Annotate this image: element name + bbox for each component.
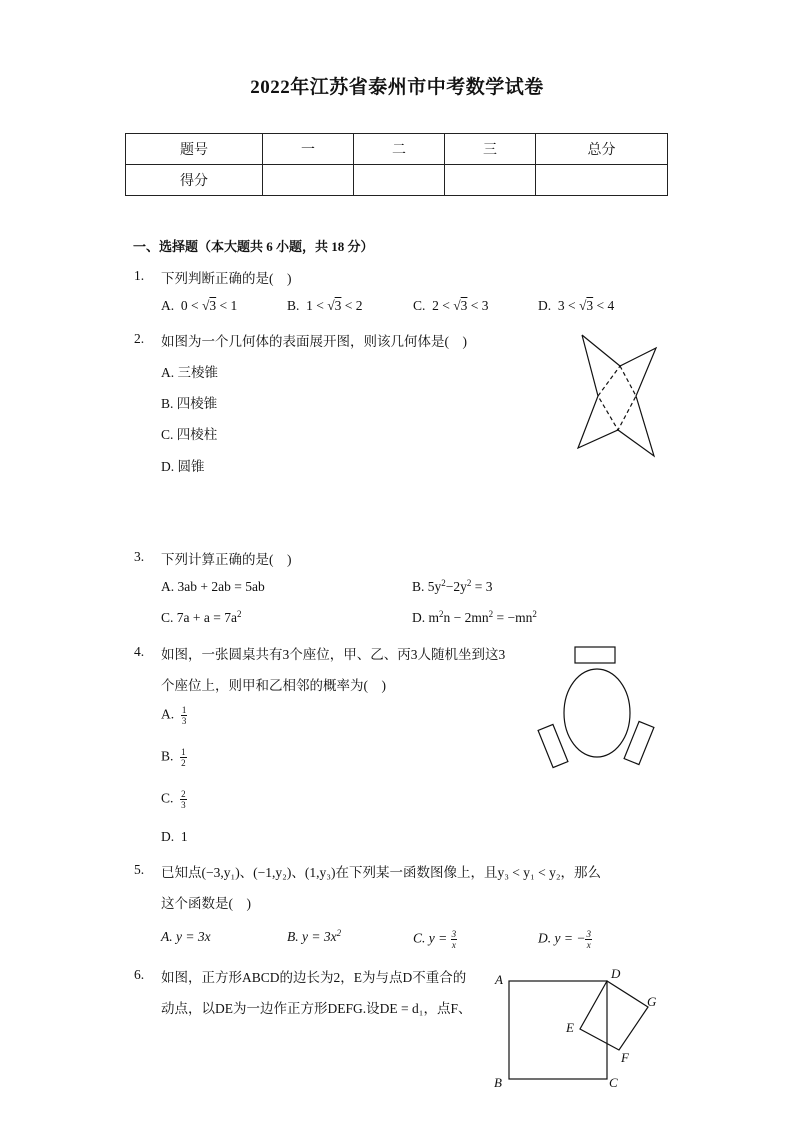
score-cell[interactable]	[536, 165, 668, 196]
numerator: 3	[586, 929, 591, 939]
header-cell: 二	[354, 134, 445, 165]
header-cell: 题号	[126, 134, 263, 165]
score-table-header-row	[126, 134, 668, 165]
label-f: F	[621, 1050, 629, 1065]
option-text: D. m	[412, 610, 439, 625]
q4-stem-line1: 如图，一张圆桌共有3个座位，甲、乙、丙3人随机坐到这3	[161, 647, 506, 662]
exponent: 2	[336, 928, 342, 938]
seat-left	[538, 724, 568, 767]
square-defg	[580, 981, 648, 1050]
option-letter: A.	[161, 298, 175, 313]
radicand: 3	[460, 298, 468, 313]
q1-number: 1.	[134, 268, 145, 283]
option-text: < 3	[467, 298, 489, 313]
score-cell[interactable]	[263, 165, 354, 196]
round-table-figure	[535, 640, 660, 775]
exponent: 2	[488, 609, 494, 619]
header-cell: 总分	[536, 134, 668, 165]
q5-stem-line1: 已知点(−3,y₁)、(−1,y₂)、(1,y₃)在下列某一函数图像上，且y₃ < y₁ < y₂，那么	[161, 865, 602, 880]
q1-option-a[interactable]	[161, 298, 237, 314]
label-c: C	[609, 1075, 618, 1090]
q5-option-d[interactable]	[538, 929, 592, 950]
net-outline	[578, 335, 656, 456]
option-text: < 4	[593, 298, 615, 313]
square-figure	[490, 962, 665, 1092]
radicand: 3	[586, 298, 594, 313]
score-table-score-row	[126, 165, 668, 196]
q1-option-d[interactable]	[538, 298, 614, 314]
numerator: 1	[181, 705, 187, 715]
option-text: = 3	[471, 579, 493, 594]
q3-option-c[interactable]	[161, 610, 241, 626]
label-d: D	[611, 966, 621, 981]
q5-option-c[interactable]	[413, 929, 457, 950]
option-letter: D.	[538, 298, 552, 313]
fraction	[585, 929, 592, 950]
option-text: 3 < √	[557, 298, 587, 313]
option-letter: C.	[413, 298, 426, 313]
option-text: 0 < √	[180, 298, 210, 313]
net-base	[598, 366, 636, 430]
denominator: x	[586, 940, 591, 950]
q2-option-d[interactable]: D. 圆锥	[161, 459, 205, 474]
exponent: 2	[466, 578, 472, 588]
option-text: B. 5y	[412, 579, 442, 594]
q1-option-c[interactable]	[413, 298, 489, 314]
fraction	[451, 929, 458, 950]
q6-stem-line1: 如图，正方形ABCD的边长为2，E为与点D不重合的	[161, 970, 467, 985]
q2-option-c[interactable]: C. 四棱柱	[161, 427, 218, 442]
exponent: 2	[532, 609, 537, 619]
q5-option-a[interactable]: A. y = 3x	[161, 929, 211, 944]
table-ellipse	[564, 669, 630, 757]
q6-number: 6.	[134, 967, 145, 982]
q4-option-d[interactable]	[161, 829, 188, 845]
square-abcd	[509, 981, 607, 1079]
option-text: < 1	[216, 298, 238, 313]
denominator: 3	[181, 716, 187, 726]
q4-stem-line2: 个座位上，则甲和乙相邻的概率为( )	[161, 678, 386, 693]
label-e: E	[566, 1020, 574, 1035]
numerator: 2	[181, 789, 186, 799]
seat-top	[575, 647, 615, 663]
q3-stem: 下列计算正确的是( )	[161, 552, 292, 567]
score-table	[125, 133, 668, 196]
net-figure	[570, 330, 665, 465]
option-text: 1	[180, 829, 188, 844]
option-letter: C.	[161, 790, 174, 806]
denominator: 2	[181, 758, 186, 768]
q6-stem-line2: 动点，以DE为一边作正方形DEFG.设DE = d₁，点F、	[161, 1001, 472, 1016]
q1-option-b[interactable]	[287, 298, 363, 314]
label-g: G	[647, 994, 657, 1009]
exponent: 2	[236, 609, 242, 619]
exam-title: 2022年江苏省泰州市中考数学试卷	[250, 77, 544, 98]
denominator: x	[451, 940, 456, 950]
q5-stem-line2: 这个函数是( )	[161, 896, 251, 911]
row-label-cell: 得分	[126, 165, 263, 196]
exponent: 2	[441, 578, 446, 588]
label-a: A	[495, 972, 503, 987]
fraction	[180, 747, 187, 768]
q2-stem: 如图为一个几何体的表面展开图，则该几何体是( )	[161, 334, 467, 349]
option-text: 1 < √	[306, 298, 335, 313]
q5-option-b[interactable]	[287, 929, 341, 945]
option-text: C. 7a + a = 7a	[161, 610, 237, 625]
label-b: B	[494, 1075, 502, 1090]
option-letter: A.	[161, 706, 175, 722]
numerator: 1	[181, 747, 186, 757]
option-letter: D.	[161, 829, 175, 844]
option-text: C. y =	[413, 930, 451, 946]
option-text: = −mn	[493, 610, 533, 625]
q3-option-b[interactable]	[412, 579, 493, 595]
option-text: D. y = −	[538, 930, 586, 946]
q3-option-d[interactable]	[412, 610, 537, 626]
option-text: B. y = 3x	[287, 929, 337, 944]
q2-option-b[interactable]: B. 四棱锥	[161, 396, 218, 411]
option-letter: B.	[161, 748, 174, 764]
q2-number: 2.	[134, 331, 145, 346]
section-heading: 一、选择题（本大题共 6 小题，共 18 分）	[133, 239, 374, 254]
q5-number: 5.	[134, 862, 145, 877]
option-letter: B.	[287, 298, 300, 313]
fraction	[181, 705, 188, 726]
header-cell: 三	[445, 134, 536, 165]
q3-number: 3.	[134, 549, 145, 564]
radicand: 3	[209, 298, 217, 313]
q1-stem: 下列判断正确的是( )	[161, 271, 292, 286]
score-cell[interactable]	[354, 165, 445, 196]
q4-number: 4.	[134, 644, 145, 659]
score-cell[interactable]	[445, 165, 536, 196]
option-text: −2y	[445, 579, 467, 594]
q3-option-a[interactable]: A. 3ab + 2ab = 5ab	[161, 579, 265, 594]
option-text: n − 2mn	[443, 610, 489, 625]
q4-option-c[interactable]	[161, 789, 187, 810]
denominator: 3	[181, 800, 186, 810]
q4-option-b[interactable]	[161, 747, 187, 768]
option-text: 2 < √	[432, 298, 461, 313]
exponent: 2	[439, 609, 444, 619]
q2-option-a[interactable]: A. 三棱锥	[161, 365, 218, 380]
numerator: 3	[451, 929, 457, 939]
header-cell: 一	[263, 134, 354, 165]
q4-option-a[interactable]	[161, 705, 187, 726]
fraction	[180, 789, 187, 810]
radicand: 3	[334, 298, 342, 313]
option-text: < 2	[341, 298, 363, 313]
